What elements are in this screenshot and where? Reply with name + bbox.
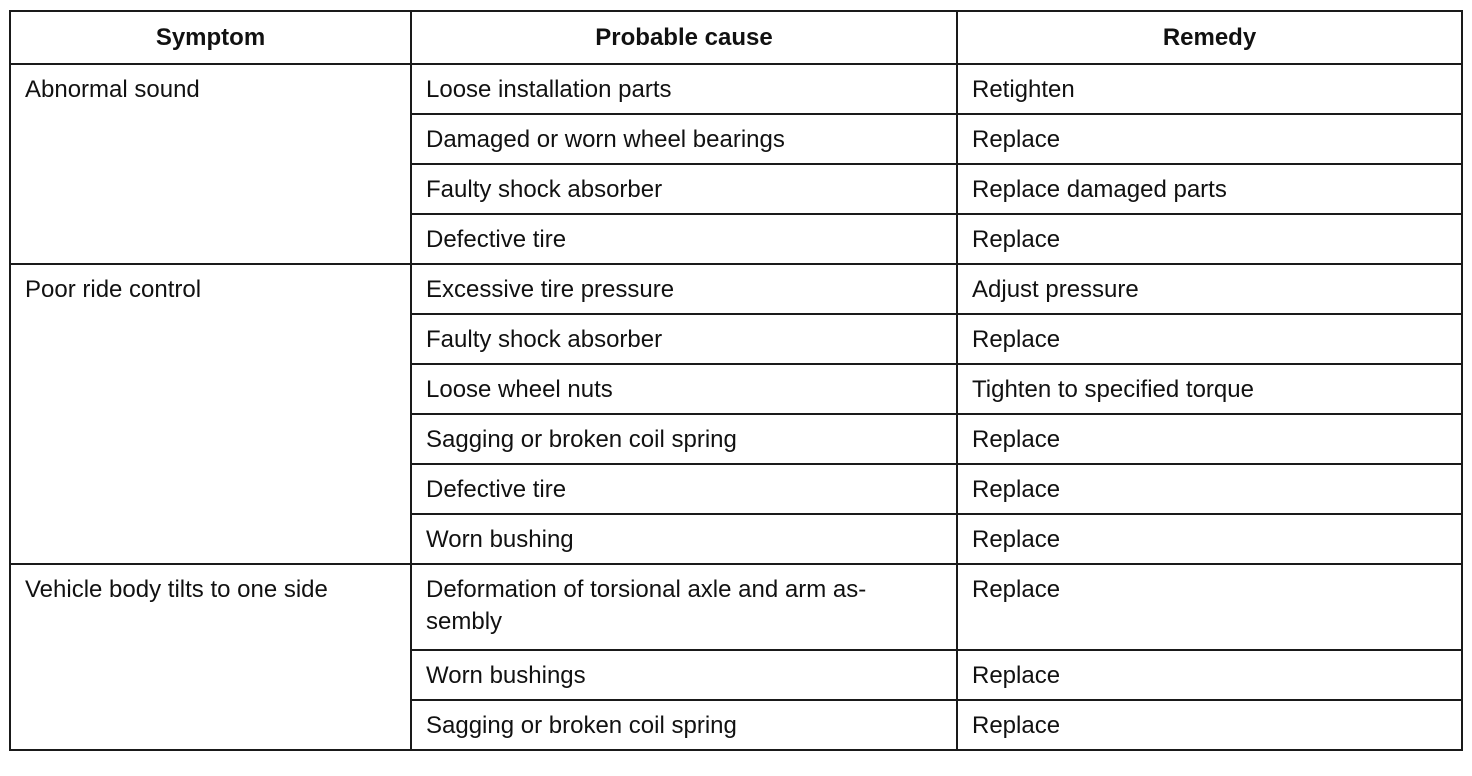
symptom-cell: Vehicle body tilts to one side bbox=[10, 564, 411, 750]
header-symptom: Symptom bbox=[10, 11, 411, 64]
cause-cell: Defective tire bbox=[411, 464, 957, 514]
header-remedy: Remedy bbox=[957, 11, 1462, 64]
table-row bbox=[10, 64, 1462, 114]
cause-cell: Loose wheel nuts bbox=[411, 364, 957, 414]
cause-cell: Excessive tire pressure bbox=[411, 264, 957, 314]
remedy-cell: Replace damaged parts bbox=[957, 164, 1462, 214]
cause-cell: Worn bushing bbox=[411, 514, 957, 564]
remedy-cell: Replace bbox=[957, 514, 1462, 564]
cause-cell: Worn bushings bbox=[411, 650, 957, 700]
table-header-row bbox=[10, 11, 1462, 64]
symptom-cell: Poor ride control bbox=[10, 264, 411, 564]
cause-cell: Faulty shock absorber bbox=[411, 164, 957, 214]
remedy-cell: Replace bbox=[957, 414, 1462, 464]
remedy-cell: Replace bbox=[957, 464, 1462, 514]
remedy-cell: Tighten to specified torque bbox=[957, 364, 1462, 414]
cause-cell: Damaged or worn wheel bearings bbox=[411, 114, 957, 164]
cause-cell: Sagging or broken coil spring bbox=[411, 700, 957, 750]
cause-cell: Deformation of torsional axle and arm as- sembly bbox=[411, 564, 957, 650]
cause-cell: Sagging or broken coil spring bbox=[411, 414, 957, 464]
remedy-cell: Retighten bbox=[957, 64, 1462, 114]
remedy-cell: Replace bbox=[957, 114, 1462, 164]
header-probable-cause: Probable cause bbox=[411, 11, 957, 64]
table-row bbox=[10, 564, 1462, 650]
troubleshooting-table bbox=[9, 10, 1463, 751]
cause-cell: Faulty shock absorber bbox=[411, 314, 957, 364]
cause-cell: Loose installation parts bbox=[411, 64, 957, 114]
remedy-cell: Replace bbox=[957, 314, 1462, 364]
symptom-cell: Abnormal sound bbox=[10, 64, 411, 264]
remedy-cell: Replace bbox=[957, 214, 1462, 264]
remedy-cell: Adjust pressure bbox=[957, 264, 1462, 314]
table-row bbox=[10, 264, 1462, 314]
remedy-cell: Replace bbox=[957, 700, 1462, 750]
cause-cell: Defective tire bbox=[411, 214, 957, 264]
remedy-cell: Replace bbox=[957, 564, 1462, 650]
remedy-cell: Replace bbox=[957, 650, 1462, 700]
